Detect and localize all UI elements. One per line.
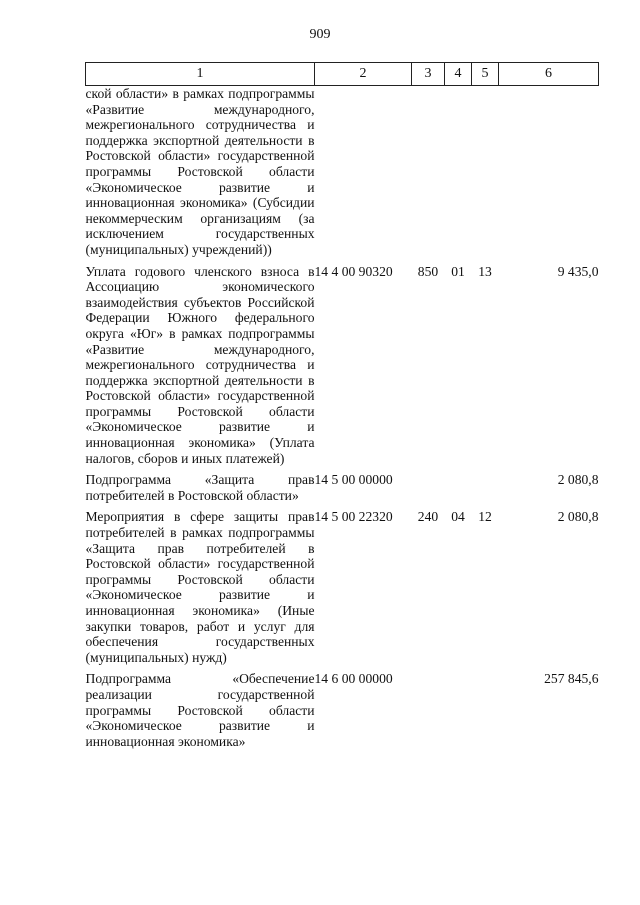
row-description: Уплата годового членского взноса в Ассоциацию экономического взаимодействия субъектов Российской Федерации Южного федерального округа «Юг» в рамках подпрограммы «Развитие международного, межрегионального сотрудничества и поддержка экспортной деятельности в Ростовской области» государственной программы Ростовской области «Экономическое развитие и инновационная экономика» (Уплата налогов, сборов и иных платежей) [85,263,315,466]
header-col-3: 3 [412,63,445,86]
row-subsection: 12 [478,509,492,525]
row-section: 04 [451,509,465,525]
row-section [445,472,472,509]
row-amount: 2 080,8 [557,509,599,525]
row-subsection [472,86,499,264]
header-col-2: 2 [315,63,412,86]
row-section: 01 [451,263,465,279]
table-header-row [86,63,599,86]
table-row [86,472,599,509]
row-amount [499,86,599,264]
table-row [86,86,599,264]
row-amount: 2 080,8 [557,472,599,488]
row-subsection [472,472,499,509]
header-col-5: 5 [472,63,499,86]
table-row [86,671,599,755]
row-code: 14 6 00 00000 [314,671,393,687]
row-code: 14 5 00 22320 [314,509,393,525]
table-row [86,509,599,671]
table-row [86,264,599,473]
header-col-4: 4 [445,63,472,86]
row-expense-type [412,472,445,509]
row-description: Подпрограмма «Защита прав потребителей в Ростовской области» [85,472,315,503]
row-subsection [472,671,499,755]
header-col-1: 1 [86,63,315,86]
page-number: 909 [309,27,331,42]
row-code: 14 4 00 90320 [314,263,393,279]
row-description: Мероприятия в сфере защиты прав потребителей в рамках подпрограммы «Защита прав потребителей в Ростовской области» государственной программы Ростовской области «Экономическое развитие и инновационная экономика» (Иные закупки товаров, работ и услуг для обеспечения государственных (муниципальных) нужд) [85,509,315,665]
row-expense-type [412,86,445,264]
row-subsection: 13 [478,263,492,279]
row-expense-type: 850 [417,263,439,279]
row-amount: 257 845,6 [544,671,599,687]
row-description: Подпрограмма «Обеспечение реализации государственной программы Ростовской области «Экономическое развитие и инновационная экономика» [85,671,315,749]
row-section [445,671,472,755]
row-amount: 9 435,0 [557,263,599,279]
header-col-6: 6 [499,63,599,86]
row-expense-type: 240 [417,509,439,525]
budget-table [85,62,599,755]
row-code: 14 5 00 00000 [314,472,393,488]
row-section [445,86,472,264]
row-expense-type [412,671,445,755]
row-description: ской области» в рамках подпрограммы «Развитие международного, межрегионального сотрудничества и поддержка экспортной деятельности в Ростовской области» государственной программы Ростовской области «Экономическое развитие и инновационная экономика» (Субсидии некоммерческим организациям (за исключением государственных (муниципальных) учреждений)) [85,86,315,257]
row-code [315,86,412,264]
